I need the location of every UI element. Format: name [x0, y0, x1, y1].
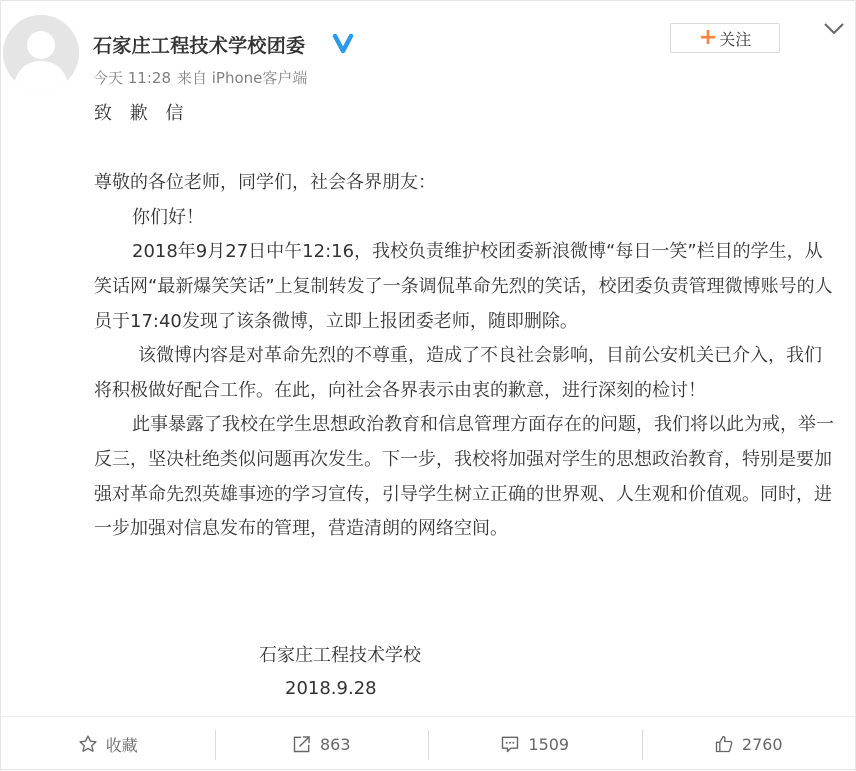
- default-avatar-icon: [3, 15, 79, 91]
- follow-label: 关注: [719, 29, 752, 49]
- letter-date: 2018.9.28: [285, 678, 377, 699]
- avatar[interactable]: [3, 15, 79, 91]
- action-bar: [1, 716, 855, 771]
- follow-button[interactable]: [670, 23, 780, 53]
- letter-paragraph-1: 2018年9月27日中午12:16，我校负责维护校团委新浪微博“每日一笑”栏目的学生，从笑话网“最新爆笑笑话”上复制转发了一条调侃革命先烈的笑话，校团委负责管理微博账号的人员于17:40发现了该条微博，立即上报团委老师，随即删除。: [94, 241, 833, 332]
- like-button[interactable]: [642, 717, 856, 771]
- repost-icon: [292, 734, 312, 754]
- star-icon: [78, 734, 98, 754]
- account-name[interactable]: 石家庄工程技术学校团委: [93, 35, 306, 57]
- favorite-label: 收藏: [105, 735, 138, 755]
- thumbs-up-icon: [714, 734, 734, 754]
- comment-count: 1509: [528, 734, 570, 754]
- blank-line: [94, 132, 839, 167]
- letter-hello: 你们好！: [132, 206, 204, 228]
- plus-icon: +: [698, 25, 718, 50]
- letter-paragraph-3: 此事暴露了我校在学生思想政治教育和信息管理方面存在的问题，我们将以此为戒，举一反三，坚决杜绝类似问题再次发生。下一步，我校将加强对学生的思想政治教育，特别是要加强对革命先烈英雄事迹的学习宣传，引导学生树立正确的世界观、人生观和价值观。同时，进一步加强对信息发布的管理，营造清朗的网络空间。: [94, 414, 834, 540]
- letter-greeting: 尊敬的各位老师，同学们，社会各界朋友：: [94, 172, 436, 194]
- comment-button[interactable]: [428, 717, 642, 771]
- letter-paragraph-2: 该微博内容是对革命先烈的不尊重，造成了不良社会影响，目前公安机关已介入，我们将积极做好配合工作。在此，向社会各界表示由衷的歉意，进行深刻的检讨！: [94, 345, 822, 401]
- chevron-down-icon[interactable]: [822, 19, 846, 39]
- repost-count: 863: [319, 734, 351, 754]
- post-body: [94, 97, 839, 547]
- favorite-button[interactable]: [1, 717, 215, 771]
- post-meta: [93, 67, 313, 88]
- letter-signature: 石家庄工程技术学校: [259, 645, 421, 666]
- repost-button[interactable]: [215, 717, 429, 771]
- post-time[interactable]: 今天 11:28: [93, 69, 171, 87]
- letter-title: 致 歉 信: [94, 103, 190, 124]
- comment-icon: [500, 734, 520, 754]
- post-source[interactable]: 来自 iPhone客户端: [177, 69, 308, 87]
- like-count: 2760: [741, 734, 783, 754]
- verified-badge-icon: [332, 32, 354, 54]
